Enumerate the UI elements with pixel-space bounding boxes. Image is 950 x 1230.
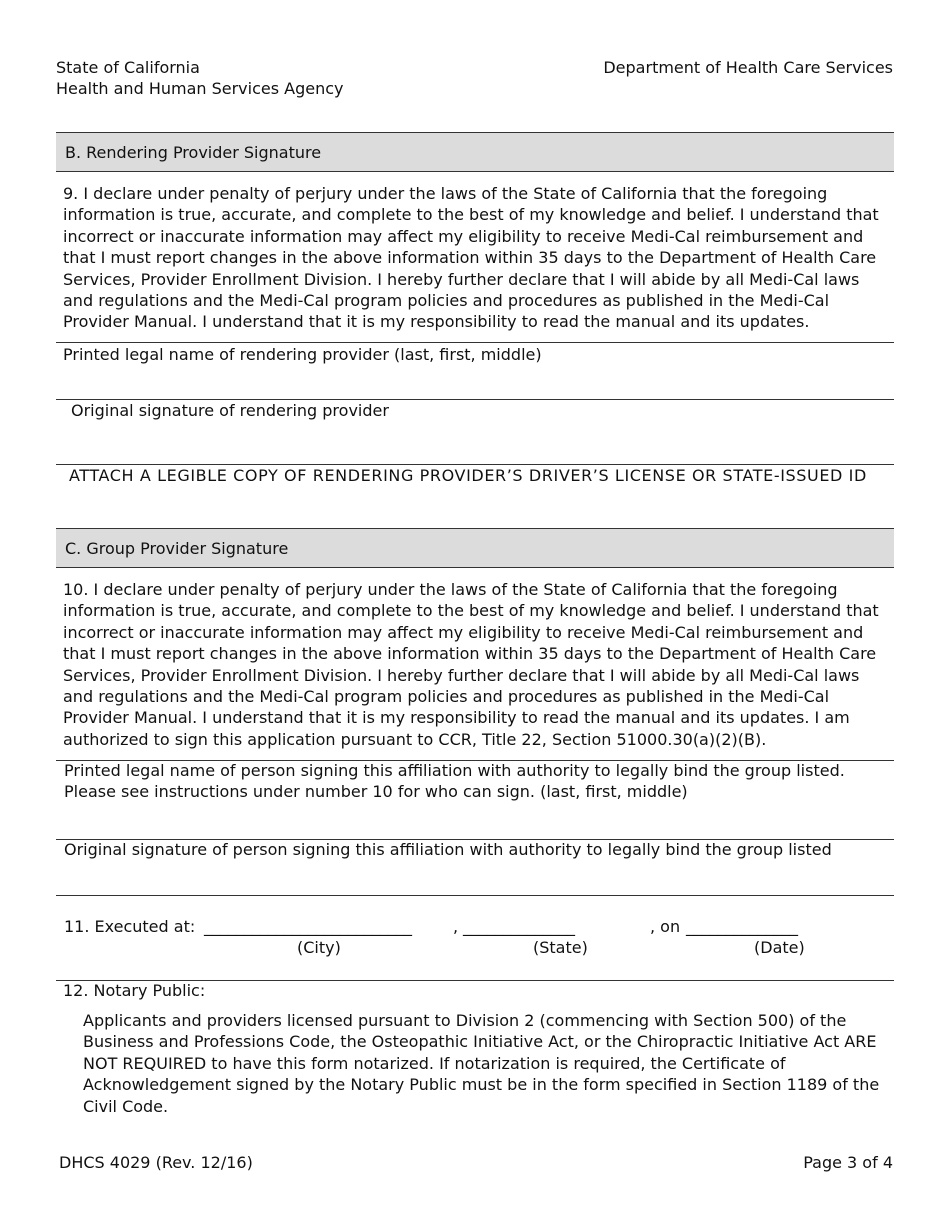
section-b-declaration: 9. I declare under penalty of perjury under the laws of the State of California that the foregoing information is true, accurate, and complete to the best of my knowledge and belief. I understand that incorrect or inaccurate information may affect my eligibility to receive Medi-Cal reimbursement and that I must report changes in the above information within 35 days to the Department of Health Care Services, Provider Enrollment Division. I hereby further declare that I will abide by all Medi-Cal laws and regulations and the Medi-Cal program policies and procedures as published in the Medi-Cal Provider Manual. I understand that it is my responsibility to read the manual and its updates. xyxy=(63,184,879,332)
page-number: Page 3 of 4 xyxy=(803,1153,893,1172)
state-caption: (State) xyxy=(533,938,588,957)
divider xyxy=(56,342,894,343)
group-signer-name-field[interactable] xyxy=(56,803,894,838)
section-b-header xyxy=(56,132,894,172)
rendering-provider-signature-label: Original signature of rendering provider xyxy=(71,401,389,420)
group-signer-name-label-line1: Printed legal name of person signing this affiliation with authority to legally bind the group listed. xyxy=(64,761,845,780)
divider xyxy=(56,895,894,896)
group-signer-name-label-line2: Please see instructions under number 10 for who can sign. (last, first, middle) xyxy=(64,782,688,801)
group-signer-signature-label: Original signature of person signing this affiliation with authority to legally bind the group listed xyxy=(64,840,832,859)
executed-at-label: 11. Executed at: xyxy=(64,917,196,936)
on-separator: , on xyxy=(650,917,681,936)
agency-state: State of California xyxy=(56,58,200,77)
section-c-title: C. Group Provider Signature xyxy=(65,539,289,558)
section-b-title: B. Rendering Provider Signature xyxy=(65,143,322,162)
agency-name: Health and Human Services Agency xyxy=(56,79,344,98)
rendering-provider-name-field[interactable] xyxy=(56,365,894,398)
attach-id-notice: ATTACH A LEGIBLE COPY OF RENDERING PROVIDER’S DRIVER’S LICENSE OR STATE-ISSUED ID xyxy=(69,466,867,485)
group-signer-signature-field[interactable] xyxy=(56,861,894,894)
rendering-provider-signature-field[interactable] xyxy=(56,421,894,463)
executed-city-field[interactable]: __________________________ xyxy=(204,917,412,936)
date-caption: (Date) xyxy=(754,938,805,957)
section-c-header xyxy=(56,528,894,568)
form-id: DHCS 4029 (Rev. 12/16) xyxy=(59,1153,253,1172)
executed-date-field[interactable]: ______________ xyxy=(686,917,798,936)
city-caption: (City) xyxy=(297,938,341,957)
notary-body: Applicants and providers licensed pursuant to Division 2 (commencing with Section 500) of the Business and Professions Code, the Osteopathic Initiative Act, or the Chiropractic Initiative Act ARE NOT REQUIRED to have this form notarized. If notarization is required, the Certificate of Acknowledgement signed by the Notary Public must be in the form specified in Section 1189 of the Civil Code. xyxy=(83,1011,880,1116)
section-c-declaration: 10. I declare under penalty of perjury under the laws of the State of California that the foregoing information is true, accurate, and complete to the best of my knowledge and belief. I understand that incorrect or inaccurate information may affect my eligibility to receive Medi-Cal reimbursement and that I must report changes in the above information within 35 days to the Department of Health Care Services, Provider Enrollment Division. I hereby further declare that I will abide by all Medi-Cal laws and regulations and the Medi-Cal program policies and procedures as published in the Medi-Cal Provider Manual. I understand that it is my responsibility to read the manual and its updates. I am authorized to sign this application pursuant to CCR, Title 22, Section 51000.30(a)(2)(B). xyxy=(63,580,879,749)
comma-separator: , xyxy=(453,917,459,936)
rendering-provider-name-label: Printed legal name of rendering provider (last, first, middle) xyxy=(63,345,542,364)
executed-state-field[interactable]: ______________ xyxy=(463,917,575,936)
notary-title: 12. Notary Public: xyxy=(63,981,206,1000)
department-name: Department of Health Care Services xyxy=(603,58,893,77)
